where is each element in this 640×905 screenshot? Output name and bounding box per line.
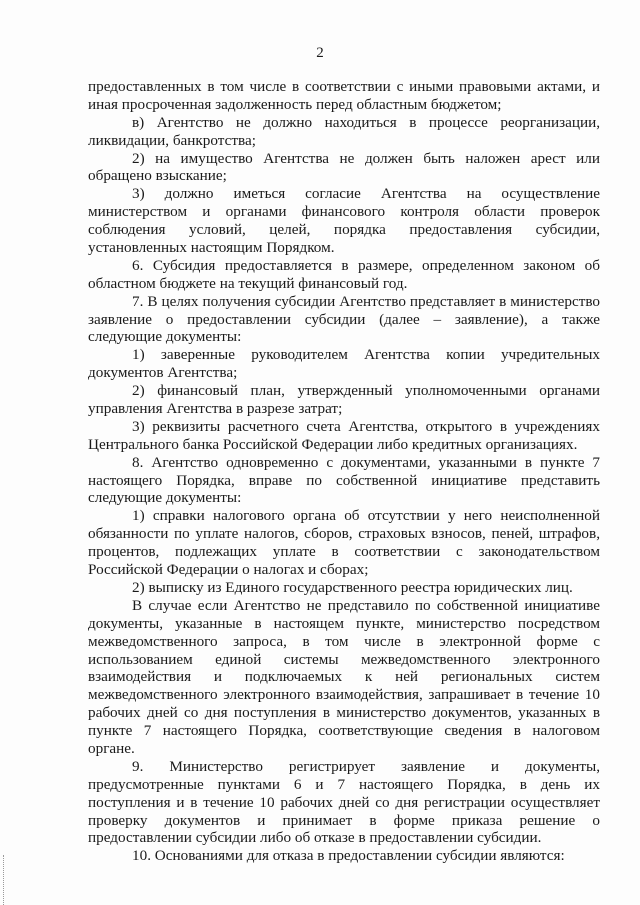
- text-line: 3) должно иметься согласие Агентства на осуществление: [132, 185, 600, 203]
- document-body: [88, 78, 600, 865]
- text-line: предоставленных в том числе в соответствии с иными правовыми актами, и: [88, 78, 600, 95]
- text-line: взаимодействия и подключаемых к ней региональных систем: [88, 668, 600, 686]
- text-line: 2) на имущество Агентства не должен быть наложен арест или: [132, 149, 600, 167]
- text-line: В случае если Агентство не представило по собственной инициативе: [132, 596, 600, 614]
- text-line: использованием единой системы межведомственного электронного: [88, 650, 600, 668]
- text-line: Российской Федерации о налогах и сборах;: [88, 561, 369, 579]
- text-line: 1) заверенные руководителем Агентства копии учредительных: [132, 346, 600, 364]
- text-line: пункте 7 настоящего Порядка, соответствующие сведения в налоговом: [88, 722, 600, 740]
- text-line: настоящего Порядка, вправе по собственной инициативе представить: [88, 471, 600, 489]
- text-line: 6. Субсидия предоставляется в размере, определенном законом об: [132, 256, 600, 274]
- text-line: Центрального банка Российской Федерации либо кредитных организациях.: [88, 435, 578, 453]
- text-line: проверку документов и принимает в форме приказа решение о: [88, 811, 600, 829]
- text-line: обращено взыскание;: [88, 167, 227, 185]
- text-line: рабочих дней со дня поступления в министерство документов, указанных в: [88, 704, 600, 722]
- text-line: 10. Основаниями для отказа в предоставлении субсидии являются:: [132, 847, 565, 865]
- text-line: межведомственного электронного взаимодействия, запрашивает в течение 10: [88, 686, 600, 704]
- text-line: органе.: [88, 739, 135, 757]
- text-line: процентов, подлежащих уплате в соответствии с законодательством: [88, 543, 600, 561]
- text-line: 2) финансовый план, утвержденный уполномоченными органами: [132, 382, 600, 400]
- text-line: документы, указанные в настоящем пункте, министерство посредством: [88, 614, 600, 632]
- text-line: иная просроченная задолженность перед областным бюджетом;: [88, 95, 502, 113]
- text-line: 2) выписку из Единого государственного реестра юридических лиц.: [132, 578, 573, 596]
- text-line: межведомственного запроса, в том числе в электронной форме с: [88, 632, 600, 650]
- text-line: ликвидации, банкротства;: [88, 131, 256, 149]
- text-line: 3) реквизиты расчетного счета Агентства, открытого в учреждениях: [132, 417, 600, 435]
- text-line: министерством и органами финансового контроля области проверок: [88, 203, 600, 221]
- text-line: предусмотренные пунктами 6 и 7 настоящего Порядка, в день их: [88, 775, 600, 793]
- text-line: 7. В целях получения субсидии Агентство представляет в министерство: [132, 292, 600, 310]
- text-line: предоставлении субсидии либо об отказе в предоставлении субсидии.: [88, 829, 542, 847]
- page-number: 2: [316, 45, 324, 61]
- text-line: документов Агентства;: [88, 364, 238, 382]
- scan-edge-marks: [3, 855, 8, 905]
- text-line: установленных настоящим Порядком.: [88, 239, 335, 257]
- text-line: 1) справки налогового органа об отсутствии у него неисполненной: [132, 507, 600, 525]
- text-line: управления Агентства в разрезе затрат;: [88, 400, 343, 418]
- text-line: следующие документы:: [88, 328, 242, 346]
- text-line: заявление о предоставлении субсидии (далее – заявление), а также: [88, 310, 600, 328]
- text-line: в) Агентство не должно находиться в процессе реорганизации,: [132, 113, 600, 131]
- text-line: 8. Агентство одновременно с документами, указанными в пункте 7: [132, 453, 600, 471]
- text-line: следующие документы:: [88, 489, 242, 507]
- text-line: областном бюджете на текущий финансовый год.: [88, 274, 408, 292]
- text-line: обязанности по уплате налогов, сборов, страховых взносов, пеней, штрафов,: [88, 525, 600, 543]
- text-line: 9. Министерство регистрирует заявление и документы,: [132, 757, 600, 775]
- text-line: соблюдения условий, целей, порядка предоставления субсидии,: [88, 221, 600, 239]
- text-line: поступления и в течение 10 рабочих дней со дня регистрации осуществляет: [88, 793, 600, 811]
